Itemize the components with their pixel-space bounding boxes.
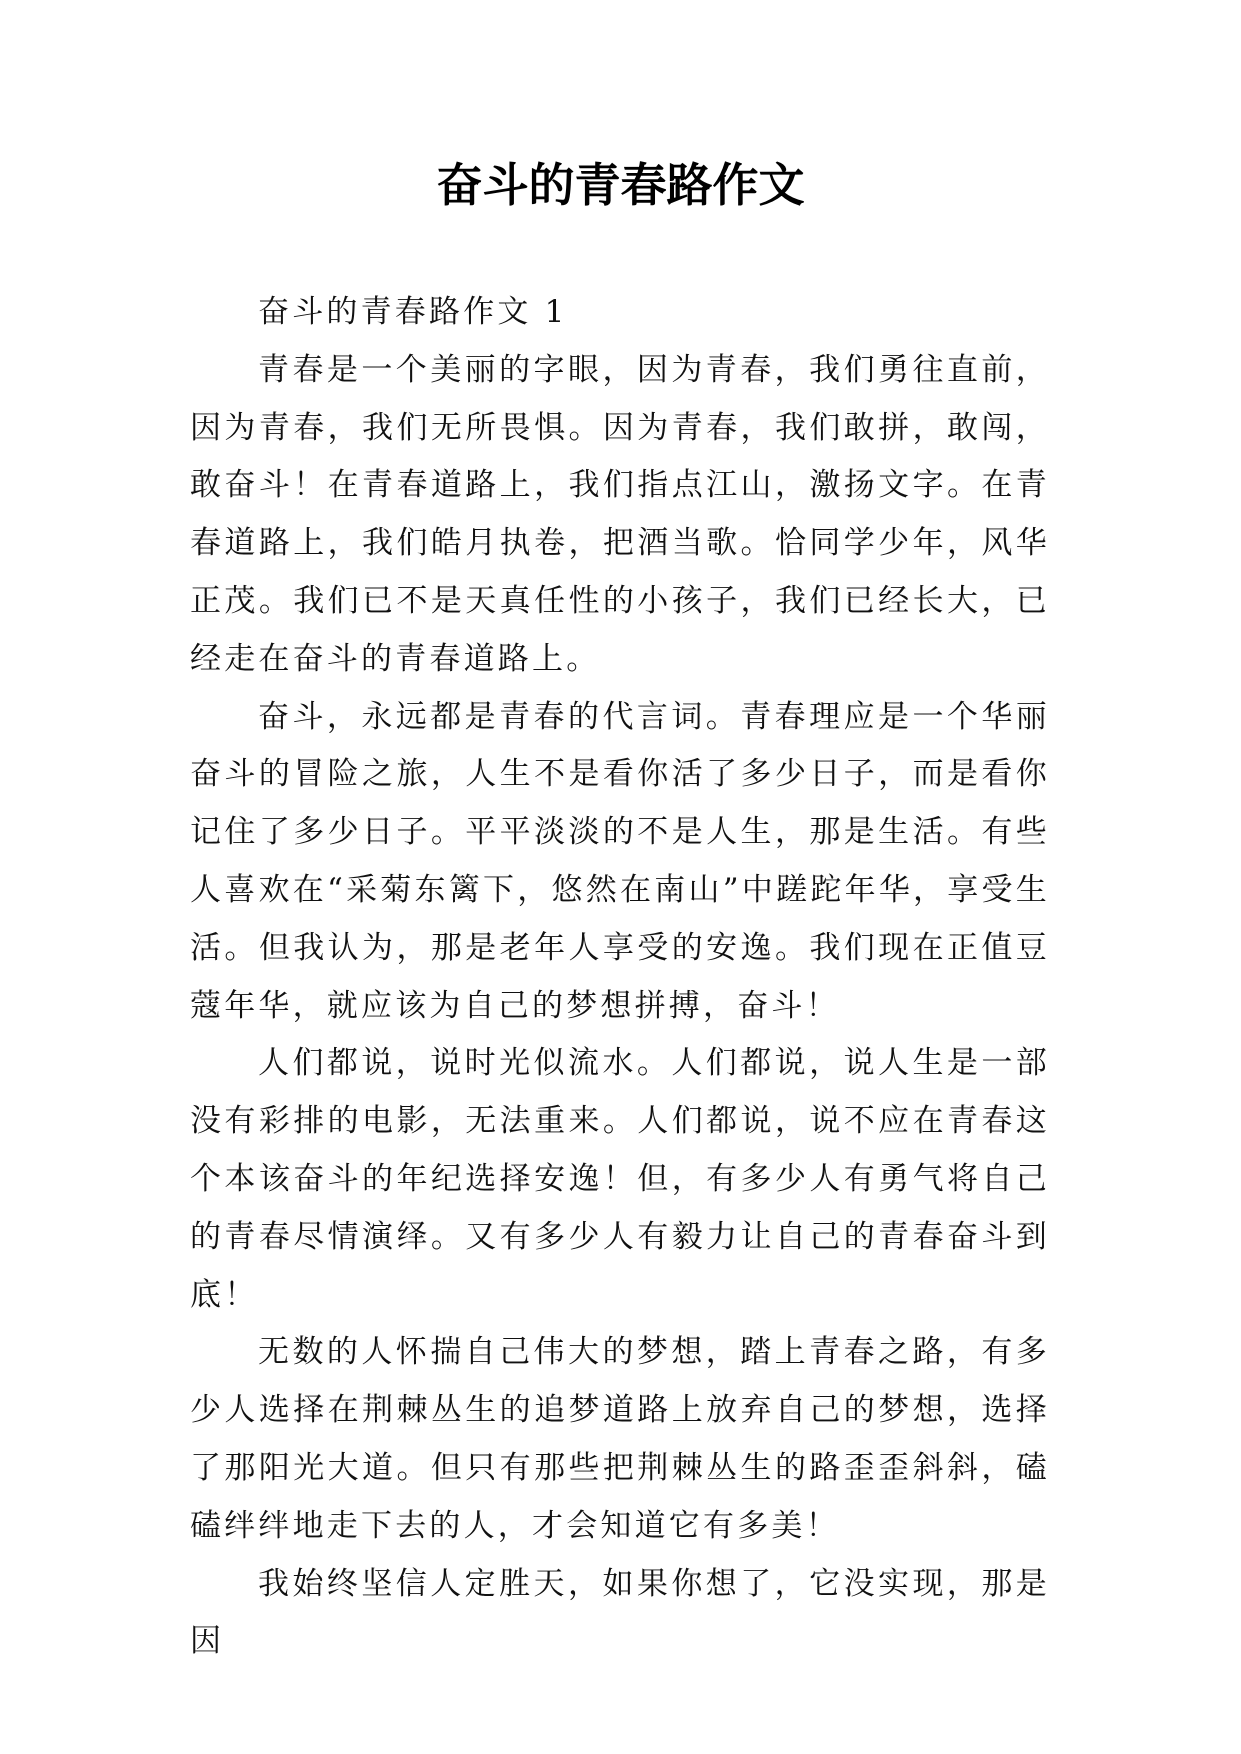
- document-body: [190, 284, 1050, 1671]
- paragraph-1: 青春是一个美丽的字眼，因为青春，我们勇往直前，因为青春，我们无所畏惧。因为青春，我们敢拼，敢闯，敢奋斗！在青春道路上，我们指点江山，激扬文字。在青春道路上，我们皓月执卷，把酒当歌。恰同学少年，风华正茂。我们已不是天真任性的小孩子，我们已经长大，已经走在奋斗的青春道路上。: [190, 351, 1050, 677]
- paragraph-2: 奋斗，永远都是青春的代言词。青春理应是一个华丽奋斗的冒险之旅，人生不是看你活了多少日子，而是看你记住了多少日子。平平淡淡的不是人生，那是生活。有些人喜欢在“采菊东篱下，悠然在南山”中蹉跎年华，享受生活。但我认为，那是老年人享受的安逸。我们现在正值豆蔻年华，就应该为自己的梦想拼搏，奋斗！: [190, 698, 1050, 1024]
- paragraph-5: 我始终坚信人定胜天，如果你想了，它没实现，那是因: [190, 1565, 1050, 1660]
- paragraph-3: 人们都说，说时光似流水。人们都说，说人生是一部没有彩排的电影，无法重来。人们都说，说不应在青春这个本该奋斗的年纪选择安逸！但，有多少人有勇气将自己的青春尽情演绎。又有多少人有毅力让自己的青春奋斗到底！: [190, 1045, 1050, 1313]
- document-title: 奋斗的青春路作文: [436, 158, 805, 212]
- paragraph-4: 无数的人怀揣自己伟大的梦想，踏上青春之路，有多少人选择在荆棘丛生的追梦道路上放弃自己的梦想，选择了那阳光大道。但只有那些把荆棘丛生的路歪歪斜斜，磕磕绊绊地走下去的人，才会知道它有多美！: [190, 1334, 1050, 1544]
- essay-heading: 奋斗的青春路作文 1: [258, 294, 568, 330]
